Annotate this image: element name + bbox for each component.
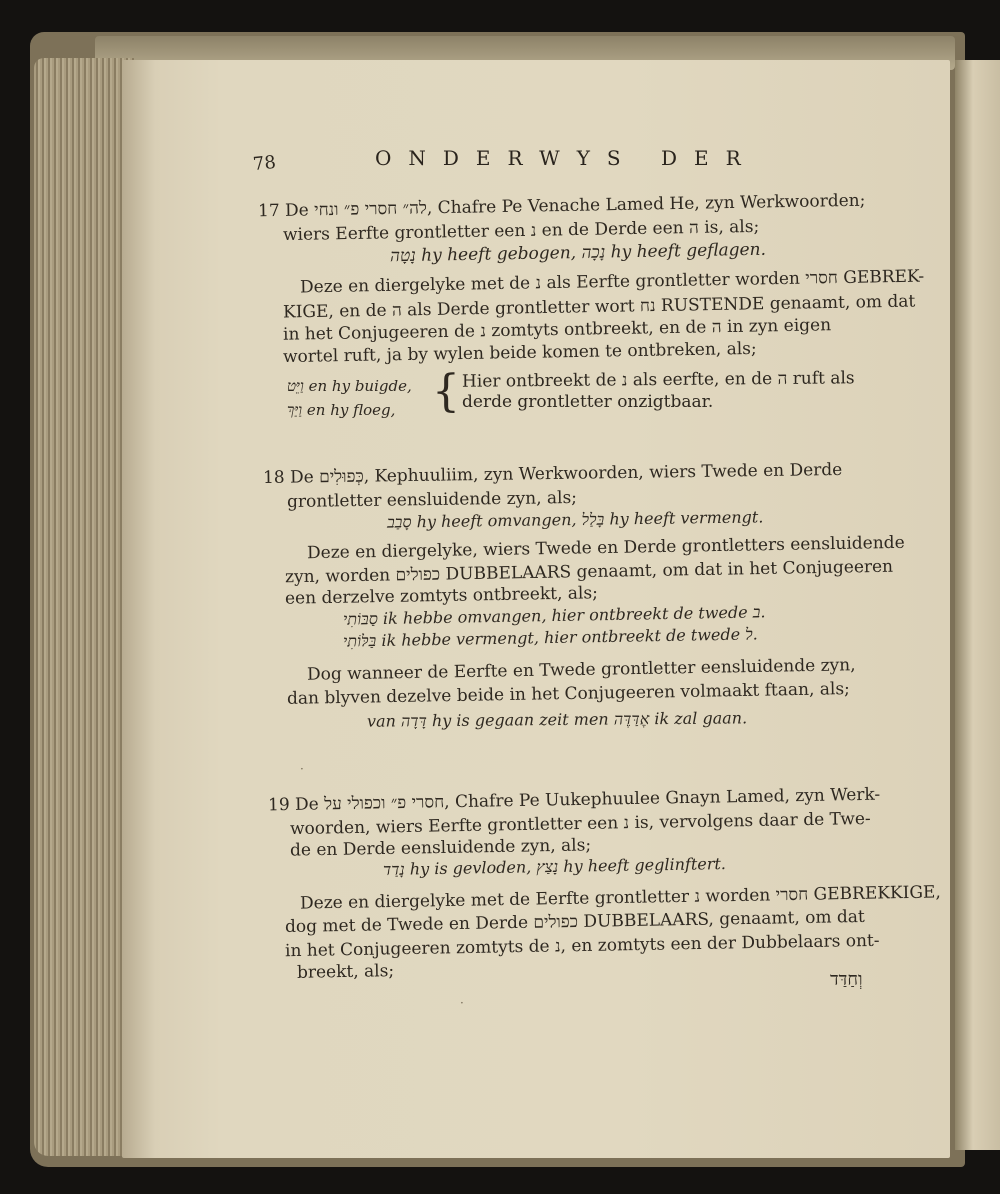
section-19-line-2: woorden, wiers Eerfte grontletter een נ is, vervolgens daar de Twe-	[289, 808, 871, 840]
section-17-note-line-1: Hier ontbreekt de נ als eerfte, en de ה ruft als	[461, 368, 855, 392]
section-18-para2-line-1: Dog wanneer de Eerfte en Twede grontletter eensluidende zyn,	[306, 655, 856, 685]
section-17-para-line-4: wortel ruft, ja by wylen beide komen te ontbreken, als;	[282, 338, 757, 368]
section-17-line-1: 17 De לה״ חסרי פ״ ונחי, Chafre Pe Venache Lamed He, zyn Werkwoorden;	[257, 190, 866, 222]
section-19-para-line-4: breekt, als;	[296, 961, 395, 983]
section-18-para-line-3: een derzelve zomtyts ontbreekt, als;	[284, 583, 599, 609]
section-17-line-3: נָטָה hy heeft gebogen, נָכָה hy heeft geflagen.	[389, 239, 767, 267]
section-18-line-2: grontletter eensluidende zyn, als;	[286, 487, 578, 513]
section-17-para-line-3: in het Conjugeeren de נ zomtyts ontbreekt, en de ה in zyn eigen	[282, 315, 832, 345]
section-18-line-3: סָבַב hy heeft omvangen, בָּלַל hy heeft vermengt.	[386, 507, 764, 532]
section-17-brace: {	[432, 366, 460, 417]
page-edges	[34, 58, 134, 1156]
section-19-line-3: de en Derde eensluidende zyn, als;	[289, 835, 592, 861]
section-18-para2-line-2: dan blyven dezelve beide in het Conjugeeren volmaakt ftaan, als;	[286, 679, 851, 709]
section-18-para-line-1: Deze en diergelyke, wiers Twede en Derde grontletters eensluidende	[306, 532, 905, 564]
section-19-line-1: 19 De חסרי פ״ וכפולי על, Chafre Pe Uukephuulee Gnayn Lamed, zyn Werk-	[267, 784, 881, 816]
page-speck: ·	[300, 762, 304, 776]
section-17-note-line-2: derde grontletter onzigtbaar.	[462, 392, 714, 412]
section-18-para-line-2: zyn, worden כפולים DUBBELAARS genaamt, om dat in het Conjugeeren	[284, 556, 894, 588]
section-17-line-2: wiers Eerfte grontletter een נ en de Derde een ה is, als;	[282, 216, 760, 246]
section-19-line-4: נָדַד hy is gevloden, נָצַץ hy heeft geglinftert.	[382, 854, 727, 879]
section-17-example-2: וַיַּךְ en hy floeg,	[287, 401, 396, 419]
section-19-para-line-1: Deze en diergelyke met de Eerfte grontletter נ worden חסרי GEBREKKIGE,	[299, 882, 941, 914]
section-17-para-line-2: KIGE, en de ה als Derde grontletter wort נח RUSTENDE genaamt, om dat	[282, 291, 916, 323]
page-number: 78	[251, 151, 277, 176]
section-18-line-1: 18 De כְּפוּלִים, Kephuuliim, zyn Werkwoorden, wiers Twede en Derde	[262, 459, 843, 489]
section-18-example-2: בַּלּוֹתִי ik hebbe vermengt, hier ontbreekt de twede ל.	[342, 624, 758, 651]
catchword: וְחַדַּד	[830, 969, 863, 990]
section-17-example-1: וַיֵּט en hy buigde,	[287, 377, 412, 395]
page-speck: ·	[460, 996, 464, 1010]
section-18-example-3: van דָּדָה hy is gegaan zeit men אֶדַּדֶּה ik zal gaan.	[366, 708, 748, 731]
section-18-example-1: סַבּוֹתִי ik hebbe omvangen, hier ontbreekt de twede ב.	[342, 602, 766, 629]
section-19-para-line-2: dog met de Twede en Derde כפולים DUBBELAARS, genaamt, om dat	[284, 906, 865, 938]
facing-page-strip	[955, 60, 1000, 1150]
running-title: ONDERWYS DER	[375, 146, 758, 170]
section-19-para-line-3: in het Conjugeeren zomtyts de נ, en zomtyts een der Dubbelaars ont-	[284, 930, 880, 962]
section-17-para-line-1: Deze en diergelyke met de נ als Eerfte grontletter worden חסרי GEBREK-	[299, 266, 925, 298]
